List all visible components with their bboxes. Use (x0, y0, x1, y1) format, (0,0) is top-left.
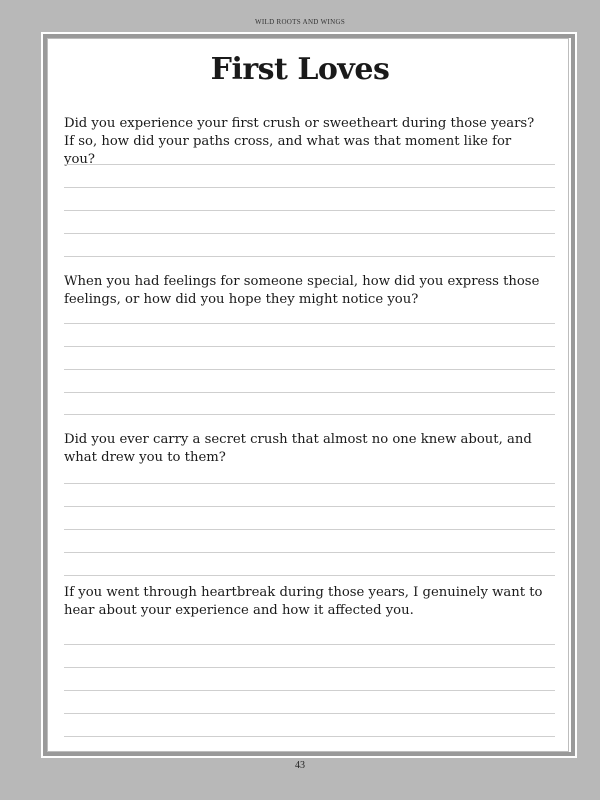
question-3-line-2: what drew you to them? (64, 450, 226, 465)
question-1 (64, 115, 544, 169)
question-1-line-2: If so, how did your paths cross, and what was that moment like for you? (64, 134, 512, 167)
question-1-line-1: Did you experience your first crush or sweetheart during those years? (64, 116, 535, 131)
answer-line[interactable] (64, 552, 555, 553)
answer-line[interactable] (64, 506, 555, 507)
running-header: WILD ROOTS AND WINGS (254, 18, 346, 26)
answer-line[interactable] (64, 210, 555, 211)
answer-line[interactable] (64, 529, 555, 530)
question-4 (64, 584, 544, 620)
answer-line[interactable] (64, 256, 555, 257)
question-2-line-2: feelings, or how did you hope they might notice you? (64, 292, 419, 307)
question-4-line-2: hear about your experience and how it affected you. (64, 603, 414, 618)
page-title: First Loves (210, 52, 390, 87)
answer-line[interactable] (64, 369, 555, 370)
question-2-line-1: When you had feelings for someone special, how did you express those (64, 274, 540, 289)
answer-line[interactable] (64, 323, 555, 324)
answer-line[interactable] (64, 690, 555, 691)
answer-line[interactable] (64, 233, 555, 234)
answer-line[interactable] (64, 392, 555, 393)
answer-line[interactable] (64, 575, 555, 576)
question-4-line-1: If you went through heartbreak during those years, I genuinely want to (64, 585, 543, 600)
answer-line[interactable] (64, 736, 555, 737)
answer-line[interactable] (64, 667, 555, 668)
answer-line[interactable] (64, 346, 555, 347)
page-number: 43 (295, 760, 305, 771)
answer-line[interactable] (64, 187, 555, 188)
answer-line[interactable] (64, 414, 555, 415)
question-3 (64, 431, 544, 467)
answer-line[interactable] (64, 483, 555, 484)
answer-line[interactable] (64, 164, 555, 165)
answer-line[interactable] (64, 644, 555, 645)
question-3-line-1: Did you ever carry a secret crush that almost no one knew about, and (64, 432, 532, 447)
question-2 (64, 273, 544, 309)
answer-line[interactable] (64, 713, 555, 714)
